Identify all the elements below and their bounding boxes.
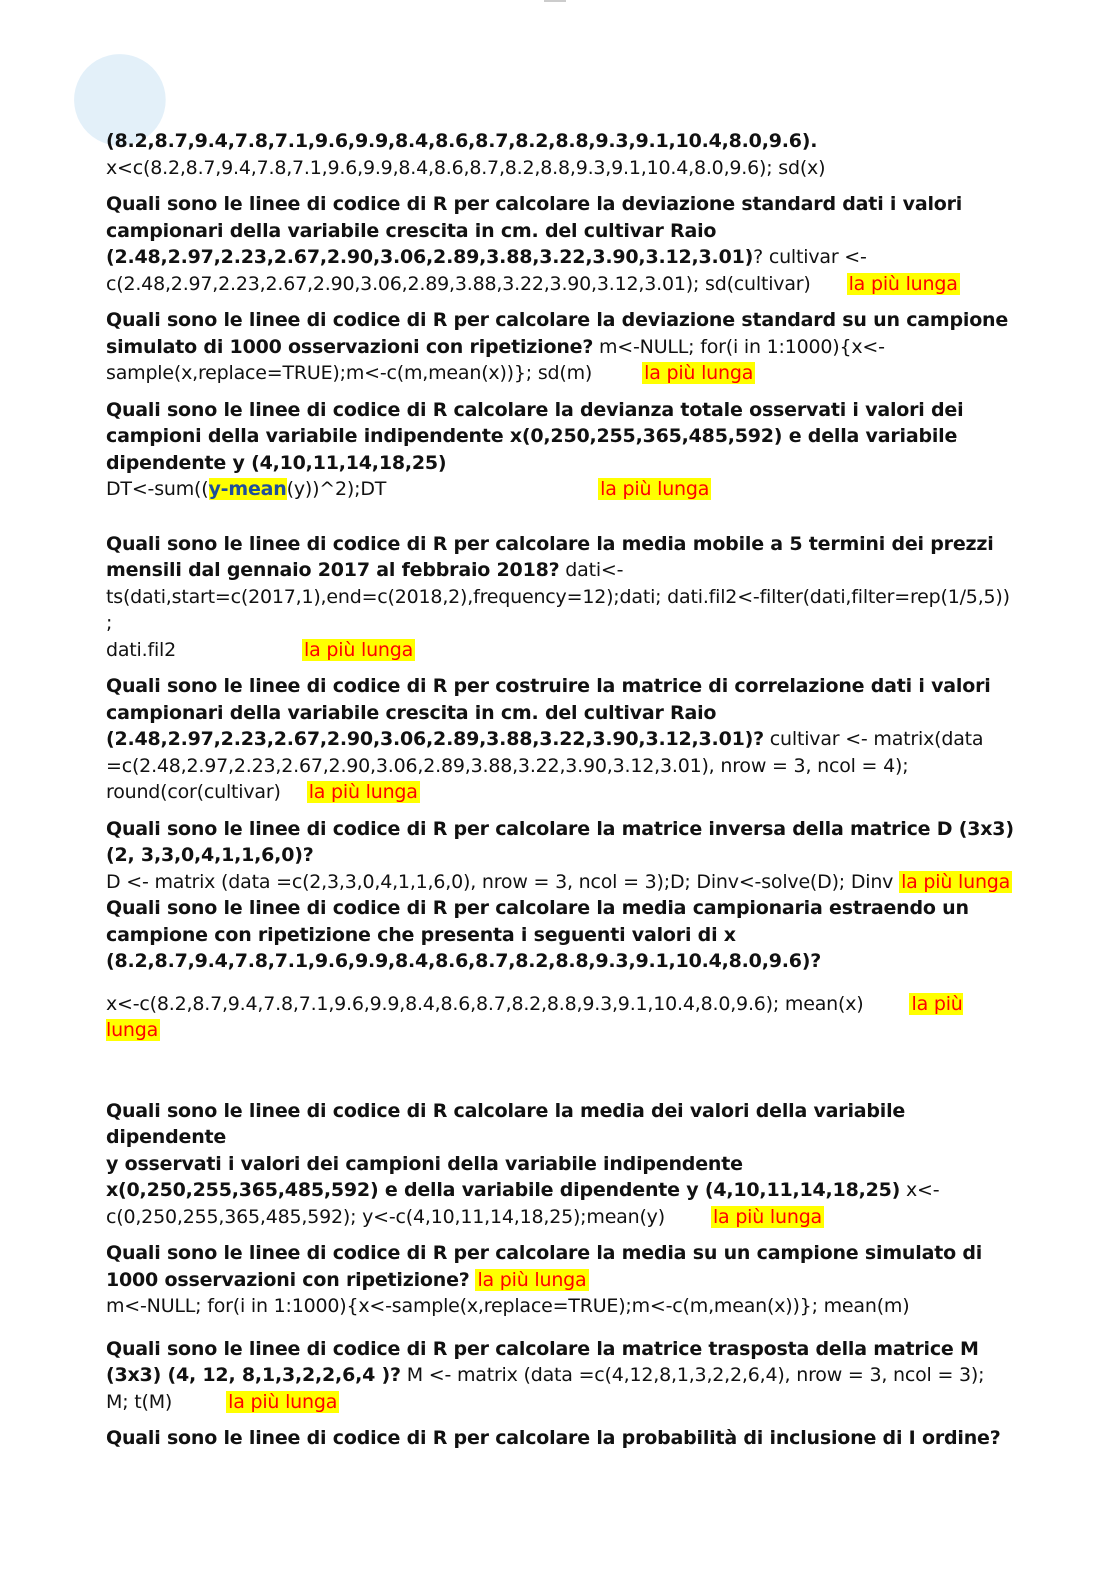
question-line: Quali sono le linee di codice di R per calcolare la deviazione standard dati i valori bbox=[106, 193, 963, 215]
highlight-label: la più lunga bbox=[901, 870, 1011, 893]
question-line: (2.48,2.97,2.23,2.67,2.90,3.06,2.89,3.88,3.22,3.90,3.12,3.01) bbox=[106, 246, 754, 268]
question-block bbox=[106, 816, 1021, 896]
text-line: (8.2,8.7,9.4,7.8,7.1,9.6,9.9,8.4,8.6,8.7,8.2,8.8,9.3,9.1,10.4,8.0,9.6). bbox=[106, 130, 818, 152]
question-line: dipendente y (4,10,11,14,18,25) bbox=[106, 451, 447, 474]
question-line: campione con ripetizione che presenta i seguenti valori di x bbox=[106, 923, 736, 946]
question-line: campionari della variabile crescita in cm. del cultivar Raio bbox=[106, 701, 717, 724]
question-line: x(0,250,255,365,485,592) e della variabile dipendente y (4,10,11,14,18,25) bbox=[106, 1179, 901, 1201]
question-block bbox=[106, 1425, 1021, 1452]
question-line: Quali sono le linee di codice di R calcolare la media dei valori della variabile dipendente bbox=[106, 1099, 906, 1148]
question-line: Quali sono le linee di codice di R per calcolare la media mobile a 5 termini dei prezzi bbox=[106, 532, 994, 555]
question-line: y osservati i valori dei campioni della variabile indipendente bbox=[106, 1152, 743, 1175]
answer-text: m<-NULL; for(i in 1:1000){x<-sample(x,replace=TRUE);m<-c(m,mean(x))}; mean(m) bbox=[106, 1295, 910, 1317]
question-line: campioni della variabile indipendente x(0,250,255,365,485,592) e della variabile bbox=[106, 425, 958, 447]
question-block bbox=[106, 895, 1021, 1044]
question-block bbox=[106, 531, 1021, 664]
highlight-label: la più lunga bbox=[644, 362, 754, 384]
question-block bbox=[106, 397, 1021, 503]
highlight-label: la più lunga bbox=[848, 272, 958, 295]
answer-text: ? cultivar <- bbox=[753, 246, 867, 268]
question-line: (8.2,8.7,9.4,7.8,7.1,9.6,9.9,8.4,8.6,8.7,8.2,8.8,9.3,9.1,10.4,8.0,9.6)? bbox=[106, 950, 822, 972]
answer-text: c(0,250,255,365,485,592); y<-c(4,10,11,14,18,25);mean(y) bbox=[106, 1205, 665, 1228]
answer-text: =c(2.48,2.97,2.23,2.67,2.90,3.06,2.89,3.88,3.22,3.90,3.12,3.01), nrow = 3, ncol = 4); bbox=[106, 754, 909, 777]
document-body bbox=[106, 128, 1021, 1452]
question-block bbox=[106, 1240, 1021, 1320]
question-line: 1000 osservazioni con ripetizione? bbox=[106, 1268, 470, 1291]
answer-text: M; t(M) bbox=[106, 1390, 173, 1413]
highlight-label: la più lunga bbox=[712, 1205, 823, 1228]
highlight-label: la più lunga bbox=[304, 638, 414, 661]
answer-text: D <- matrix (data =c(2,3,3,0,4,1,1,6,0), nrow = 3, ncol = 3);D; Dinv<-solve(D); Dinv bbox=[106, 870, 900, 893]
question-line: Quali sono le linee di codice di R per costruire la matrice di correlazione dati i valori bbox=[106, 675, 991, 697]
question-line: mensili dal gennaio 2017 al febbraio 2018? bbox=[106, 559, 560, 581]
answer-text: dati<- bbox=[559, 559, 624, 581]
text-line: x<c(8.2,8.7,9.4,7.8,7.1,9.6,9.9,8.4,8.6,8.7,8.2,8.8,9.3,9.1,10.4,8.0,9.6); sd(x) bbox=[106, 156, 826, 179]
answer-text: DT<-sum(( bbox=[106, 478, 209, 500]
answer-text: M <- matrix (data =c(4,12,8,1,3,2,2,6,4), nrow = 3, ncol = 3); bbox=[400, 1364, 985, 1386]
question-line: (3x3) (4, 12, 8,1,3,2,2,6,4 )? bbox=[106, 1364, 401, 1386]
question-block bbox=[106, 307, 1021, 387]
answer-text: sample(x,replace=TRUE);m<-c(m,mean(x))}; sd(m) bbox=[106, 362, 593, 384]
question-line: Quali sono le linee di codice di R per calcolare la media campionaria estraendo un bbox=[106, 897, 969, 919]
highlighted-code: y-mean bbox=[208, 478, 287, 500]
highlight-label: la più lunga bbox=[477, 1268, 587, 1291]
header-mark bbox=[544, 0, 566, 2]
answer-text: ts(dati,start=c(2017,1),end=c(2018,2),frequency=12);dati; dati.fil2<-filter(dati,filter=rep(1/5,5)) ; bbox=[106, 585, 1010, 634]
question-line: campionari della variabile crescita in cm. del cultivar Raio bbox=[106, 219, 717, 242]
question-block bbox=[106, 1098, 1021, 1231]
highlight-label: la più lunga bbox=[600, 478, 710, 500]
watermark-logo: ● bbox=[30, 5, 199, 180]
highlight-label: la più lunga bbox=[106, 992, 963, 1041]
answer-text: (y))^2);DT bbox=[286, 478, 387, 500]
question-block bbox=[106, 1336, 1021, 1416]
question-block bbox=[106, 191, 1021, 297]
answer-text: x<- bbox=[900, 1179, 940, 1201]
question-line: Quali sono le linee di codice di R per calcolare la probabilità di inclusione di I ordine? bbox=[106, 1427, 1001, 1449]
highlight-label: la più lunga bbox=[308, 781, 418, 803]
question-line: simulato di 1000 osservazioni con ripetizione? bbox=[106, 335, 594, 358]
answer-text: dati.fil2 bbox=[106, 638, 177, 661]
question-line: (2.48,2.97,2.23,2.67,2.90,3.06,2.89,3.88,3.22,3.90,3.12,3.01)? bbox=[106, 728, 764, 750]
question-line: Quali sono le linee di codice di R per calcolare la matrice trasposta della matrice M bbox=[106, 1337, 979, 1360]
block-intro bbox=[106, 128, 1021, 181]
question-line: Quali sono le linee di codice di R calcolare la devianza totale osservati i valori dei bbox=[106, 398, 964, 421]
answer-text: x<-c(8.2,8.7,9.4,7.8,7.1,9.6,9.9,8.4,8.6,8.7,8.2,8.8,9.3,9.1,10.4,8.0,9.6); mean(x) bbox=[106, 992, 864, 1015]
answer-text: c(2.48,2.97,2.23,2.67,2.90,3.06,2.89,3.88,3.22,3.90,3.12,3.01); sd(cultivar) bbox=[106, 272, 811, 295]
answer-text: m<-NULL; for(i in 1:1000){x<- bbox=[593, 335, 885, 358]
highlight-label: la più lunga bbox=[228, 1390, 338, 1413]
question-line: Quali sono le linee di codice di R per calcolare la media su un campione simulato di bbox=[106, 1242, 983, 1264]
question-line: Quali sono le linee di codice di R per calcolare la deviazione standard su un campione bbox=[106, 309, 1009, 331]
question-block bbox=[106, 673, 1021, 806]
answer-text: cultivar <- matrix(data bbox=[763, 728, 984, 750]
question-line: Quali sono le linee di codice di R per calcolare la matrice inversa della matrice D (3x3) bbox=[106, 817, 1014, 840]
question-line: (2, 3,3,0,4,1,1,6,0)? bbox=[106, 844, 314, 866]
answer-text: round(cor(cultivar) bbox=[106, 781, 281, 803]
